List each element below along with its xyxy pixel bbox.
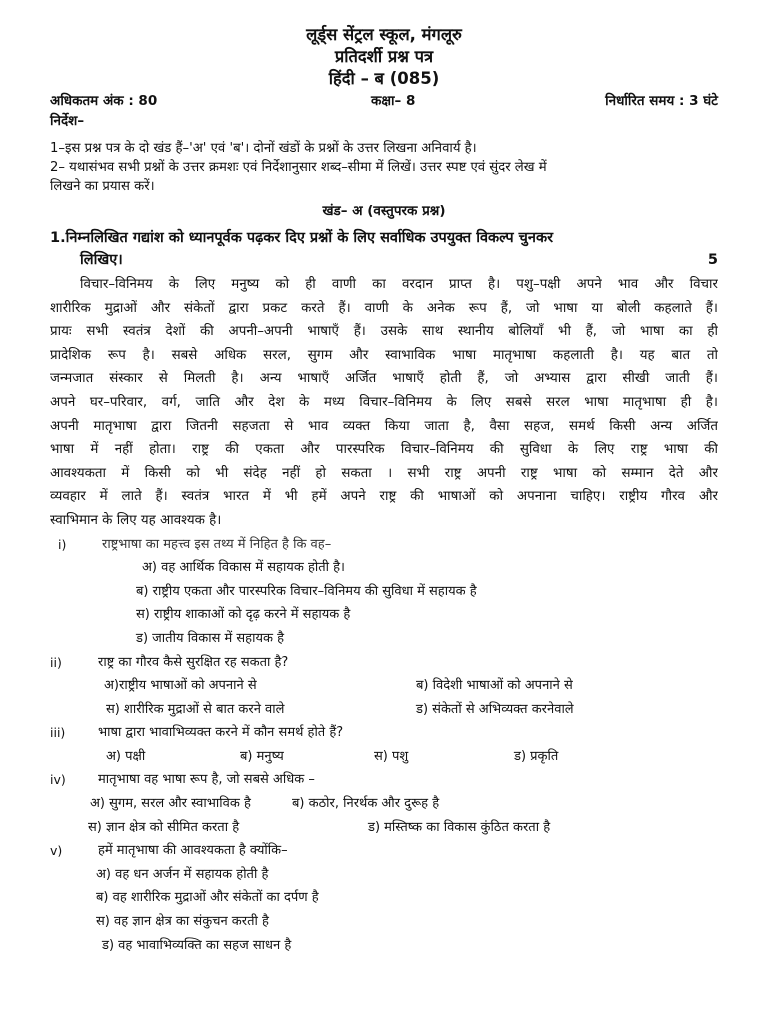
answer-option-row <box>50 816 718 840</box>
subquestion-number: v) <box>50 843 63 859</box>
question-1-instruction: लिखिए। <box>80 252 123 268</box>
passage-line: प्रायः सभी स्वतंत्र देशों की अपनी–अपनी भाषाएँ हैं। उसके साथ स्थानीय बोलियाँ भी हैं, जो भाषा का ही <box>50 324 718 340</box>
passage-line: आवश्यकता में किसी को भी संदेह नहीं हो सकता । सभी राष्ट्र अपनी राष्ट्र भाषा को सम्मान देते और <box>50 465 718 481</box>
passage-line: जन्मजात संस्कार से मिलती है। अन्य भाषाएँ अर्जित भाषाएँ होती हैं, जो अभ्यास द्वारा सीखी जाती हैं। <box>50 371 718 387</box>
school-name: लूर्ड्स सेंट्रल स्कूल, मंगलूरु <box>306 25 462 44</box>
answer-option: स) शारीरिक मुद्राओं से बात करने वाले <box>106 701 285 717</box>
subquestion-text: मातृभाषा वह भाषा रूप है, जो सबसे अधिक – <box>98 772 315 788</box>
answer-option: ब) कठोर, निरर्थक और दुरूह है <box>292 796 440 812</box>
subject-code: हिंदी – ब (085) <box>328 69 440 88</box>
answer-option: ब) वह शारीरिक मुद्राओं और संकेतों का दर्पण है <box>96 890 319 906</box>
answer-option-row <box>50 674 718 698</box>
subquestion-text: राष्ट्रभाषा का महत्त्व इस तथ्य में निहित है कि वह– <box>102 536 332 552</box>
direction-item: लिखने का प्रयास करें। <box>50 179 155 194</box>
passage-line: स्वाभिमान के लिए यह आवश्यक है। <box>50 512 222 528</box>
subquestion-number: ii) <box>50 654 62 670</box>
answer-option: ड) जातीय विकास में सहायक है <box>136 630 285 646</box>
passage-line: भाषा में नहीं होता। राष्ट्र की एकता और पारस्परिक विचार–विनिमय की सुविधा के लिए राष्ट्र भाषा की <box>50 442 718 458</box>
answer-option: स) पशु <box>374 748 409 764</box>
answer-option: ड) प्रकृति <box>514 748 559 764</box>
section-heading: खंड– अ (वस्तुपरक प्रश्न) <box>322 203 446 219</box>
answer-option: अ) वह धन अर्जन में सहायक होती है <box>96 866 269 882</box>
direction-item: 1–इस प्रश्न पत्र के दो खंड हैं–'अ' एवं 'ब'। दोनों खंडों के प्रश्नों के उत्तर लिखना अनिवार्य है। <box>50 141 477 156</box>
passage <box>50 273 718 533</box>
time-allowed: निर्धारित समय : 3 घंटे <box>605 93 718 109</box>
subquestion-number: iv) <box>50 772 66 788</box>
answer-option: ड) मस्तिष्क का विकास कुंठित करता है <box>368 819 551 835</box>
answer-option: अ)राष्ट्रीय भाषाओं को अपनाने से <box>104 678 257 694</box>
answer-option: ड) संकेतों से अभिव्यक्त करनेवाले <box>416 701 574 717</box>
subquestion <box>50 533 718 557</box>
answer-option: स) वह ज्ञान क्षेत्र का संकुचन करती है <box>96 914 269 930</box>
answer-option: ब) राष्ट्रीय एकता और पारस्परिक विचार–विनिमय की सुविधा में सहायक है <box>136 583 477 599</box>
subquestion <box>50 721 718 745</box>
passage-line: प्रादेशिक रूप है। सबसे अधिक सरल, सुगम और स्वाभाविक भाषा मातृभाषा कहलाती है। यह बात तो <box>50 347 718 363</box>
subquestion-text: हमें मातृभाषा की आवश्यकता है क्योंकि– <box>98 843 288 859</box>
answer-option-row <box>50 792 718 816</box>
answer-option-row <box>50 698 718 722</box>
passage-line: शारीरिक मुद्राओं और संकेतों द्वारा प्रकट करते हैं। वाणी के अनेक रूप हैं, जो भाषा या बोली कहलाते हैं। <box>50 300 718 316</box>
question-1-title: 1.निम्नलिखित गद्यांश को ध्यानपूर्वक पढ़कर दिए प्रश्नों के लिए सर्वाधिक उपयुक्त विकल्प चुनकर <box>50 230 554 246</box>
subquestion-text: राष्ट्र का गौरव कैसे सुरक्षित रह सकता है? <box>98 654 289 670</box>
passage-line: विचार–विनिमय के लिए मनुष्य को ही वाणी का वरदान प्राप्त है। पशु–पक्षी अपने भाव और विचार <box>80 277 718 292</box>
passage-line: अपने घर–परिवार, वर्ग, जाति और देश के मध्य विचार–विनिमय के लिए सबसे सरल भाषा मातृभाषा ही है। <box>50 394 718 410</box>
answer-option: अ) वह आर्थिक विकास में सहायक होती है। <box>142 560 345 576</box>
exam-meta-row <box>50 91 718 111</box>
directions-heading: निर्देश– <box>50 113 85 129</box>
answer-option: स) राष्ट्रीय शाकाओं को दृढ़ करने में सहायक है <box>136 607 351 623</box>
answer-option: ड) वह भावाभिव्यक्ति का सहज साधन है <box>102 937 292 953</box>
paper-type: प्रतिदर्शी प्रश्न पत्र <box>334 47 434 66</box>
direction-item: 2– यथासंभव सभी प्रश्नों के उत्तर क्रमशः एवं निर्देशानुसार शब्द–सीमा में लिखें। उत्तर स्पष्ट एवं सुंदर लेख में <box>50 160 547 175</box>
answer-option: स) ज्ञान क्षेत्र को सीमित करता है <box>88 819 240 835</box>
subquestion <box>50 768 718 792</box>
subquestion-number: i) <box>58 536 67 552</box>
question-1-marks: 5 <box>707 252 718 268</box>
passage-line: अपनी मातृभाषा द्वारा जितनी सहजता से भाव व्यक्त किया जाता है, वैसा सहज, समर्थ किसी अन्य अर्जित <box>50 418 718 434</box>
subquestion-text: भाषा द्वारा भावाभिव्यक्त करने में कौन समर्थ होते हैं? <box>98 725 344 741</box>
class-label: कक्षा– 8 <box>370 93 416 109</box>
answer-option-row <box>50 745 718 769</box>
answer-option: अ) पक्षी <box>106 748 146 764</box>
question-1-title-line2 <box>50 249 718 271</box>
answer-option: ब) विदेशी भाषाओं को अपनाने से <box>416 678 573 694</box>
max-marks: अधिकतम अंक : 80 <box>50 93 158 109</box>
subquestion <box>50 839 718 863</box>
subquestion-number: iii) <box>50 725 66 741</box>
answer-option: ब) मनुष्य <box>240 748 284 764</box>
subquestion <box>50 651 718 675</box>
answer-option: अ) सुगम, सरल और स्वाभाविक है <box>90 796 251 812</box>
passage-line: व्यवहार में लाते हैं। स्वतंत्र भारत में भी हमें अपने राष्ट्र की भाषाओं को अपनाना चाहिए। राष्ट्रीय गौरव और <box>50 489 718 505</box>
